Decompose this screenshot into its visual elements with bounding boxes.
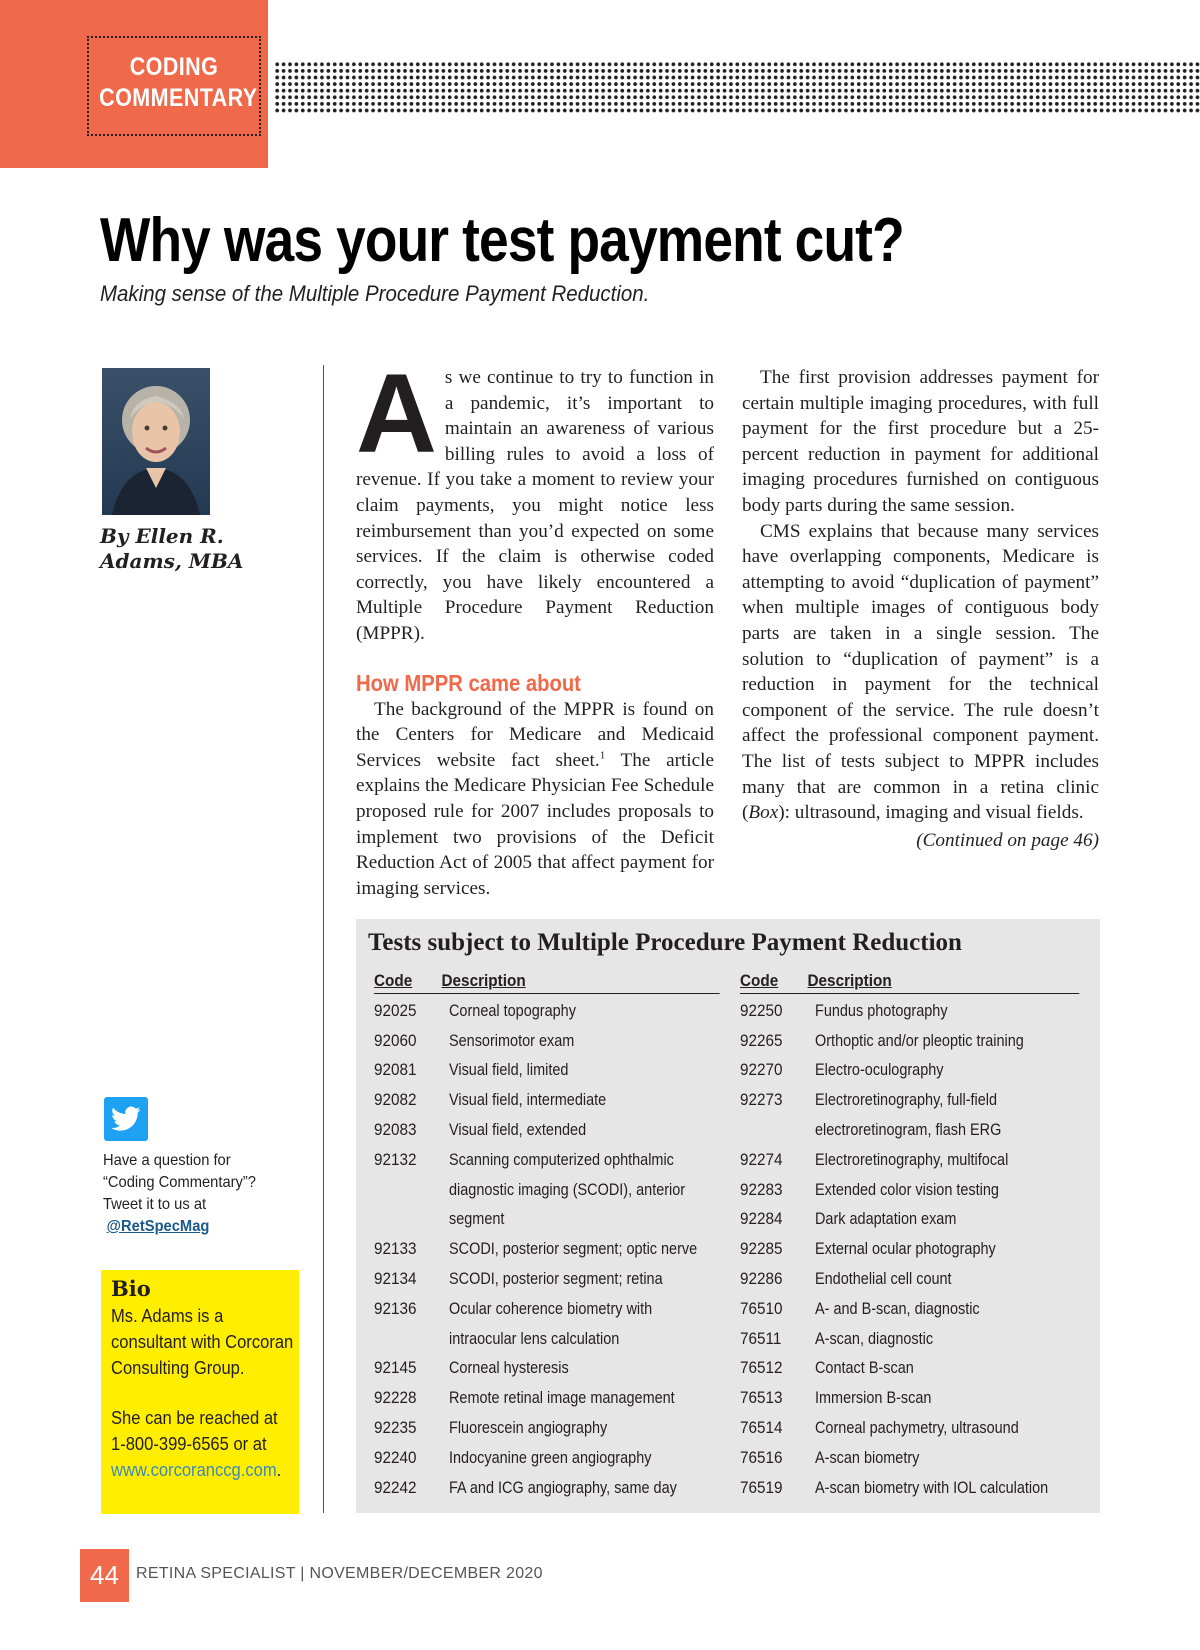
- test-code: 92265: [740, 1030, 783, 1050]
- paragraph-first-provision: The first provision addresses payment for certain multiple imaging procedures, with full payment for the first procedure but a 25-percent reduction in payment for additional imaging procedures furnished on contiguous body parts during the same session.: [742, 367, 1099, 516]
- footnote-ref: 1: [599, 749, 606, 762]
- mppr-tests-box: [356, 919, 1100, 1513]
- table-row: [374, 1294, 720, 1324]
- table-row: [740, 1264, 1080, 1294]
- table-row: [374, 1175, 720, 1205]
- tests-table-right: [740, 971, 1080, 1503]
- table-row: [740, 1115, 1080, 1145]
- test-code: 92284: [740, 1209, 783, 1229]
- dotted-band: [274, 61, 1200, 115]
- table-rows-left: [374, 994, 720, 1503]
- table-row: [740, 1085, 1080, 1115]
- test-code: 76513: [740, 1388, 783, 1408]
- paragraph-cms: [742, 519, 1099, 826]
- bio-title: Bio: [111, 1276, 151, 1301]
- header-description: Description: [807, 971, 892, 990]
- paragraph-intro: [356, 351, 714, 647]
- test-code: 76519: [740, 1477, 783, 1497]
- test-description: Extended color vision testing: [815, 1179, 999, 1199]
- test-code: 92240: [374, 1447, 417, 1467]
- header-code: Code: [374, 971, 413, 990]
- table-row: [740, 1324, 1080, 1354]
- headline: Why was your test payment cut?: [100, 206, 904, 275]
- test-description: Endothelial cell count: [815, 1269, 952, 1289]
- header-code: Code: [740, 971, 779, 990]
- subhead: Making sense of the Multiple Procedure Payment Reduction.: [100, 281, 650, 306]
- table-row: [740, 1175, 1080, 1205]
- test-description: SCODI, posterior segment; retina: [449, 1269, 663, 1289]
- test-description: Ocular coherence biometry with: [449, 1298, 653, 1318]
- running-footer: RETINA SPECIALIST | NOVEMBER/DECEMBER 2020: [136, 1565, 543, 1582]
- table-row: [740, 1473, 1080, 1503]
- test-description: Contact B-scan: [815, 1358, 914, 1378]
- test-code: 76511: [740, 1328, 782, 1348]
- header-description: Description: [441, 971, 526, 990]
- test-description: External ocular photography: [815, 1239, 996, 1259]
- test-code: 92134: [374, 1269, 417, 1289]
- test-description: FA and ICG angiography, same day: [449, 1477, 677, 1497]
- test-code: 92273: [740, 1090, 783, 1110]
- test-description: Corneal hysteresis: [449, 1358, 569, 1378]
- table-row: [374, 1264, 720, 1294]
- tests-table-left: [374, 971, 720, 1503]
- test-code: 92228: [374, 1388, 417, 1408]
- table-row: [374, 1115, 720, 1145]
- test-description: Visual field, extended: [449, 1120, 587, 1140]
- table-row: [740, 1443, 1080, 1473]
- test-description: Fundus photography: [815, 1000, 948, 1020]
- table-row: [374, 1473, 720, 1503]
- table-row: [374, 1145, 720, 1175]
- bio-contact-end: .: [276, 1460, 282, 1480]
- byline-line2: Adams, MBA: [100, 549, 244, 573]
- test-description: Visual field, intermediate: [449, 1090, 607, 1110]
- table-row: [374, 1354, 720, 1384]
- column-rule: [323, 365, 324, 1513]
- drop-cap: A: [356, 351, 437, 476]
- paragraph-cms-text: CMS explains that because many services have overlapping components, Medicare is attempting to avoid “duplication of payment” when multiple images of contiguous body parts are taken in a single session. The solution to “duplication of payment” is a reduction in payment for the technical component of the service. The rule doesn’t affect the professional component payment. The list of tests subject to MPPR includes many that are common in a retina clinic (: [742, 520, 1099, 824]
- table-row: [374, 1324, 720, 1354]
- table-row: [740, 1234, 1080, 1264]
- test-description: A-scan biometry: [815, 1447, 920, 1467]
- paragraph-background: [356, 697, 714, 902]
- test-description: Indocyanine green angiography: [449, 1447, 652, 1467]
- test-code: 92136: [374, 1298, 417, 1318]
- section-label-line2: COMMENTARY: [99, 84, 258, 112]
- table-row: [374, 1234, 720, 1264]
- paragraph-background-text: The background of the MPPR is found on the Centers for Medicare and Medicaid Services website fact sheet.: [356, 698, 714, 771]
- test-code: 92025: [374, 1000, 417, 1020]
- byline-line1: By Ellen R.: [100, 524, 224, 548]
- test-description: intraocular lens calculation: [449, 1328, 620, 1348]
- test-code: 92081: [374, 1060, 417, 1080]
- table-row: [740, 1354, 1080, 1384]
- bio-box: [101, 1270, 299, 1514]
- test-code: 92083: [374, 1120, 417, 1140]
- test-description: Visual field, limited: [449, 1060, 569, 1080]
- test-description: A- and B-scan, diagnostic: [815, 1298, 980, 1318]
- test-code: 92145: [374, 1358, 417, 1378]
- test-code: 92274: [740, 1149, 783, 1169]
- test-code: 76512: [740, 1358, 783, 1378]
- twitter-bird-icon[interactable]: [104, 1097, 148, 1141]
- table-row: [740, 1413, 1080, 1443]
- test-code: 92283: [740, 1179, 783, 1199]
- test-code: 92285: [740, 1239, 783, 1259]
- test-code: 92242: [374, 1477, 417, 1497]
- test-code: 92132: [374, 1149, 417, 1169]
- bio-contact: [111, 1405, 295, 1483]
- paragraph-background-text-2: The article explains the Medicare Physician Fee Schedule proposed rule for 2007 includes proposals to implement two provisions of the Deficit Reduction Act of 2005 that affect payment for imaging services.: [356, 749, 714, 899]
- test-code: 92235: [374, 1418, 417, 1438]
- test-code: 92250: [740, 1000, 783, 1020]
- table-row: [740, 1205, 1080, 1235]
- test-description: Corneal topography: [449, 1000, 576, 1020]
- paragraph-intro-text: s we continue to try to function in a pandemic, it’s important to maintain an awareness of various billing rules to avoid a loss of revenue. If you take a moment to review your claim payments, you might notice less reimbursement than you’d expected on some services. If the claim is otherwise coded correctly, you have likely encountered a Multiple Procedure Payment Reduction (MPPR).: [356, 367, 714, 644]
- test-description: Corneal pachymetry, ultrasound: [815, 1418, 1019, 1438]
- test-description: Scanning computerized ophthalmic: [449, 1149, 674, 1169]
- twitter-line1: Have a question for: [103, 1152, 231, 1169]
- table-row: [374, 996, 720, 1026]
- test-description: SCODI, posterior segment; optic nerve: [449, 1239, 698, 1259]
- table-row: [740, 1383, 1080, 1413]
- page-number: 44: [80, 1549, 129, 1602]
- body-column-1: [356, 351, 714, 901]
- test-code: 76516: [740, 1447, 783, 1467]
- byline: [100, 524, 290, 574]
- table-row: [374, 1085, 720, 1115]
- test-description: Immersion B-scan: [815, 1388, 932, 1408]
- table-row: [740, 1294, 1080, 1324]
- table-header: [740, 971, 1080, 994]
- section-label-line1: CODING: [129, 53, 219, 81]
- table-row: [374, 1205, 720, 1235]
- table-row: [740, 1026, 1080, 1056]
- test-code: 76510: [740, 1298, 783, 1318]
- body-column-2: [742, 365, 1099, 853]
- bio-contact-text: She can be reached at 1-800-399-6565 or at: [111, 1408, 278, 1454]
- section-label: [99, 52, 258, 114]
- table-row: [374, 1056, 720, 1086]
- test-description: segment: [449, 1209, 505, 1229]
- test-code: 92060: [374, 1030, 417, 1050]
- twitter-line2: “Coding Commentary”?: [103, 1174, 256, 1191]
- test-description: diagnostic imaging (SCODI), anterior: [449, 1179, 686, 1199]
- test-description: Electroretinography, full-field: [815, 1090, 998, 1110]
- test-description: Sensorimotor exam: [449, 1030, 575, 1050]
- bio-text: Ms. Adams is a consultant with Corcoran Consulting Group.: [111, 1306, 294, 1378]
- test-description: Electroretinography, multifocal: [815, 1149, 1009, 1169]
- test-description: Electro-oculography: [815, 1060, 944, 1080]
- twitter-line3: Tweet it to us at: [103, 1196, 207, 1213]
- twitter-handle-link[interactable]: @RetSpecMag: [106, 1218, 210, 1235]
- bio-website-link[interactable]: www.corcoranccg.com: [111, 1460, 277, 1480]
- test-code: 92082: [374, 1090, 417, 1110]
- section-tab: [0, 0, 268, 168]
- twitter-prompt: [103, 1150, 278, 1238]
- table-row: [374, 1443, 720, 1473]
- table-row: [740, 1056, 1080, 1086]
- table-row: [740, 996, 1080, 1026]
- test-description: Fluorescein angiography: [449, 1418, 608, 1438]
- test-code: 92270: [740, 1060, 783, 1080]
- test-code: 92133: [374, 1239, 417, 1259]
- table-rows-right: [740, 994, 1080, 1503]
- table-row: [374, 1413, 720, 1443]
- table-row: [374, 1026, 720, 1056]
- continued-note: (Continued on page 46): [916, 829, 1099, 851]
- test-code: 76514: [740, 1418, 783, 1438]
- author-photo: [102, 368, 210, 515]
- table-row: [740, 1145, 1080, 1175]
- box-reference: Box: [748, 802, 779, 824]
- test-description: A-scan, diagnostic: [815, 1328, 934, 1348]
- paragraph-cms-text-2: ): ultrasound, imaging and visual fields.: [778, 802, 1084, 824]
- test-description: Dark adaptation exam: [815, 1209, 957, 1229]
- test-code: 92286: [740, 1269, 783, 1289]
- test-description: A-scan biometry with IOL calculation: [815, 1477, 1049, 1497]
- test-description: Remote retinal image management: [449, 1388, 675, 1408]
- table-row: [374, 1383, 720, 1413]
- table-header: [374, 971, 720, 994]
- section-heading: How MPPR came about: [356, 669, 581, 696]
- box-title: Tests subject to Multiple Procedure Payment Reduction: [368, 929, 962, 956]
- test-description: Orthoptic and/or pleoptic training: [815, 1030, 1024, 1050]
- test-description: electroretinogram, flash ERG: [815, 1120, 1002, 1140]
